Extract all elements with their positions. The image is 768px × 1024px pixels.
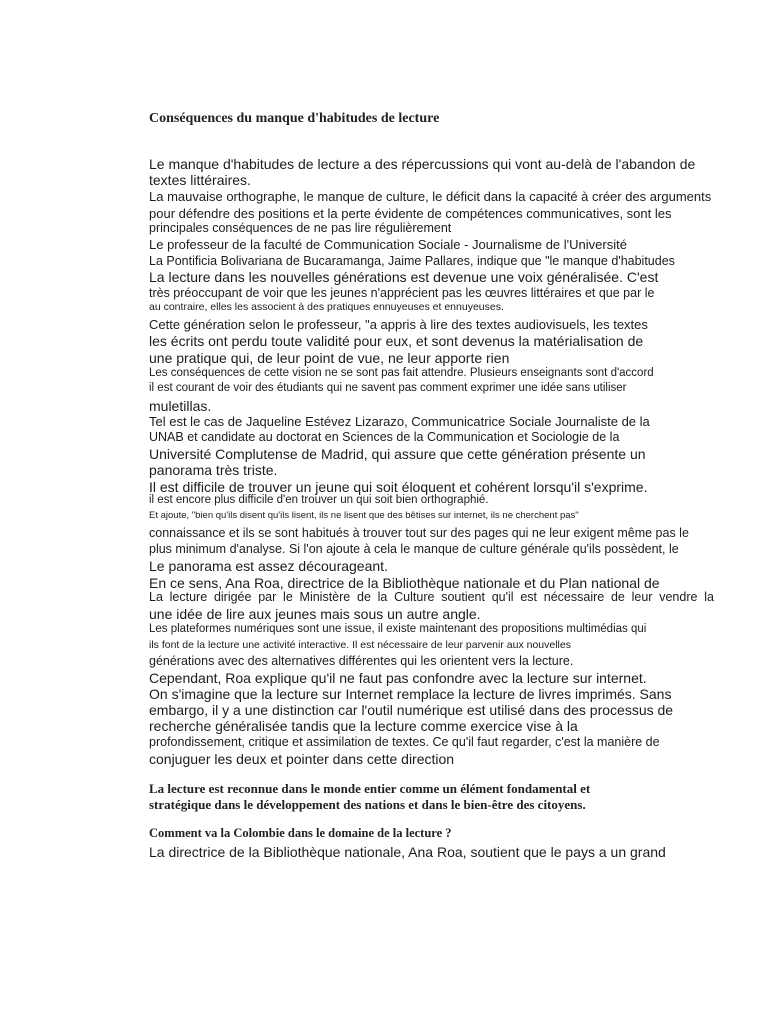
body-line: Et ajoute, "bien qu'ils disent qu'ils lisent, ils ne lisent que des bêtises sur internet, ils ne cherchent pas" [149, 510, 579, 521]
word: nécessaire [543, 590, 605, 604]
page-heading: Conséquences du manque d'habitudes de lecture [149, 111, 440, 126]
body-line: une pratique qui, de leur point de vue, ne leur apporte rien [149, 350, 510, 366]
body-line: textes littéraires. [149, 172, 251, 188]
body-line: UNAB et candidate au doctorat en Sciences de la Communication et Sociologie de la [149, 430, 620, 444]
body-line: conjuguer les deux et pointer dans cette direction [149, 751, 455, 767]
body-line: Les plateformes numériques sont une issue, il existe maintenant des propositions multimédias qui [149, 623, 647, 635]
section-subheading: Comment va la Colombie dans le domaine de la lecture ? [149, 826, 452, 840]
body-line: Cette génération selon le professeur, "a appris à lire des textes audiovisuels, les textes [149, 317, 648, 332]
word: le [283, 590, 293, 604]
body-line: Cependant, Roa explique qu'il ne faut pas confondre avec la lecture sur internet. [149, 670, 647, 686]
word: par [258, 590, 277, 604]
body-line [149, 591, 714, 604]
emphasis-line: La lecture est reconnue dans le monde entier comme un élément fondamental et [149, 781, 591, 796]
body-line: au contraire, elles les associent à des pratiques ennuyeuses et ennuyeuses. [149, 301, 504, 313]
word: la [377, 590, 388, 604]
word: est [520, 590, 538, 604]
body-line: générations avec des alternatives différentes qui les orientent vers la lecture. [149, 654, 574, 668]
word: leur [631, 590, 653, 604]
closing-line: La directrice de la Bibliothèque nationale, Ana Roa, soutient que le pays a un grand [149, 844, 666, 860]
word: de [610, 590, 625, 604]
body-line: pour défendre des positions et la perte évidente de compétences communicatives, sont les [149, 206, 672, 221]
body-line: Université Complutense de Madrid, qui assure que cette génération présente un [149, 446, 646, 462]
word: Culture [394, 590, 435, 604]
body-line: Le panorama est assez décourageant. [149, 558, 388, 574]
body-line: les écrits ont perdu toute validité pour eux, et sont devenus la matérialisation de [149, 333, 644, 349]
body-line: Le manque d'habitudes de lecture a des répercussions qui vont au-delà de l'abandon de [149, 156, 696, 172]
word: de [357, 590, 371, 604]
word: vendre [659, 590, 698, 604]
body-line: La lecture dans les nouvelles générations est devenue une voix généralisée. C'est [149, 269, 659, 285]
body-line: plus minimum d'analyse. Si l'on ajoute à cela le manque de culture générale qu'ils possèdent, le [149, 542, 679, 556]
word: soutient [441, 590, 485, 604]
body-line: muletillas. [149, 398, 212, 414]
body-line: On s'imagine que la lecture sur Internet remplace la lecture de livres imprimés. Sans [149, 686, 672, 702]
word: lecture [169, 590, 208, 604]
body-line: profondissement, critique et assimilation de textes. Ce qu'il faut regarder, c'est la manière de [149, 735, 660, 749]
body-line: il est courant de voir des étudiants qui ne savent pas comment exprimer une idée sans utiliser [149, 382, 627, 394]
body-line: principales conséquences de ne pas lire régulièrement [149, 221, 452, 235]
body-line: La mauvaise orthographe, le manque de culture, le déficit dans la capacité à créer des arguments [149, 189, 712, 204]
body-line: ils font de la lecture une activité interactive. Il est nécessaire de leur parvenir aux nouvelles [149, 639, 571, 651]
body-line: panorama très triste. [149, 462, 278, 478]
body-line: En ce sens, Ana Roa, directrice de la Bibliothèque nationale et du Plan national de [149, 575, 660, 591]
body-line: embargo, il y a une distinction car l'outil numérique est utilisé dans des processus de [149, 702, 674, 718]
body-line: Le professeur de la faculté de Communication Sociale - Journalisme de l'Université [149, 237, 627, 252]
body-line: il est encore plus difficile d'en trouver un qui soit bien orthographié. [149, 494, 489, 506]
body-line: Les conséquences de cette vision ne se sont pas fait attendre. Plusieurs enseignants sont d'accord [149, 367, 654, 379]
body-line: une idée de lire aux jeunes mais sous un autre angle. [149, 606, 481, 622]
word: dirigée [213, 590, 252, 604]
body-line: connaissance et ils se sont habitués à trouver tout sur des pages qui ne leur exigent même pas le [149, 526, 689, 540]
body-line: Tel est le cas de Jaqueline Estévez Lizarazo, Communicatrice Sociale Journaliste de la [149, 414, 650, 429]
body-line: très préoccupant de voir que les jeunes n'apprécient pas les œuvres littéraires et que par le [149, 286, 655, 300]
body-line: recherche généralisée tandis que la lecture comme exercice vise à la [149, 718, 578, 734]
emphasis-line: stratégique dans le développement des nations et dans le bien-être des citoyens. [149, 797, 586, 812]
word: Ministère [299, 590, 351, 604]
body-line: Il est difficile de trouver un jeune qui soit éloquent et cohérent lorsqu'il s'exprime. [149, 479, 648, 495]
word: qu'il [491, 590, 514, 604]
word: La [149, 590, 163, 604]
body-line: La Pontificia Bolivariana de Bucaramanga, Jaime Pallares, indique que "le manque d'habitudes [149, 254, 675, 268]
word: la [704, 590, 714, 604]
